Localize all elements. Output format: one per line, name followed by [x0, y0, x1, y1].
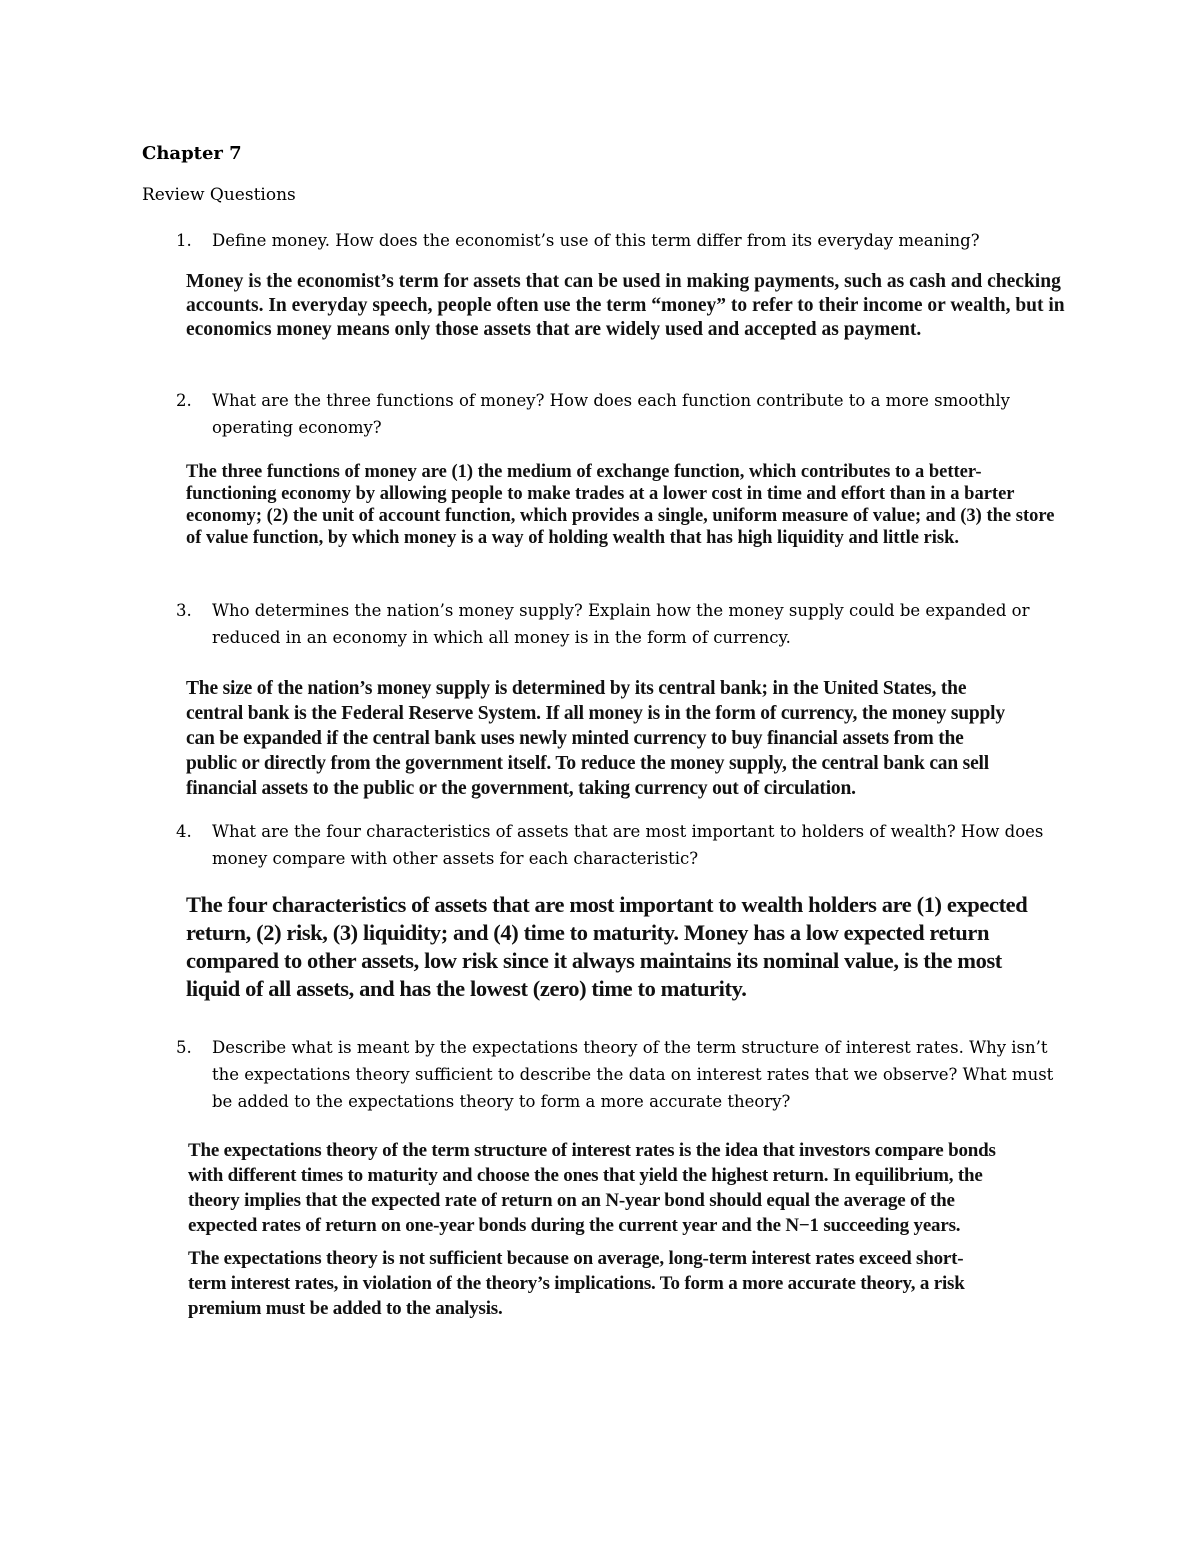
question-4	[176, 818, 1060, 872]
question-text: What are the three functions of money? How does each function contribute to a more smoothly operating economy?	[212, 391, 1010, 437]
answer-3: The size of the nation’s money supply is determined by its central bank; in the United States, the central bank is the Federal Reserve System. If all money is in the form of currency, the money supply can be expanded if the central bank uses newly minted currency to buy financial assets from the public or directly from the government itself. To reduce the money supply, the central bank can sell financial assets to the public or the government, taking currency out of circulation.	[186, 678, 1005, 799]
question-2	[176, 387, 1060, 441]
question-number: 4.	[176, 822, 192, 841]
question-text: Define money. How does the economist’s use of this term differ from its everyday meaning?	[212, 231, 980, 250]
question-number: 3.	[176, 601, 192, 620]
answer-5-part-2: The expectations theory is not sufficient because on average, long-term interest rates exceed short-term interest rates, in violation of the theory’s implications. To form a more accurate theory, a risk premium must be added to the analysis.	[188, 1248, 965, 1319]
answer-1: Money is the economist’s term for assets that can be used in making payments, such as cash and checking accounts. In everyday speech, people often use the term “money” to refer to their income or wealth, but in economics money means only those assets that are widely used and accepted as payment.	[186, 271, 1065, 340]
question-1	[176, 227, 1060, 254]
question-text: Describe what is meant by the expectations theory of the term structure of interest rates. Why isn’t the expectations theory sufficient to describe the data on interest rates that we observe? What must be added to the expectations theory to form a more accurate theory?	[212, 1038, 1054, 1111]
question-number: 5.	[176, 1038, 192, 1057]
question-number: 1.	[176, 231, 192, 250]
question-3	[176, 597, 1060, 651]
question-text: What are the four characteristics of assets that are most important to holders of wealth? How does money compare with other assets for each characteristic?	[212, 822, 1044, 868]
question-5	[176, 1034, 1060, 1115]
section-subtitle: Review Questions	[142, 185, 296, 205]
question-text: Who determines the nation’s money supply? Explain how the money supply could be expanded or reduced in an economy in which all money is in the form of currency.	[212, 601, 1030, 647]
answer-5-part-1: The expectations theory of the term structure of interest rates is the idea that investors compare bonds with different times to maturity and choose the ones that yield the highest return. In equilibrium, the theory implies that the expected rate of return on an N-year bond should equal the average of the expected rates of return on one-year bonds during the current year and the N−1 succeeding years.	[188, 1140, 996, 1236]
chapter-title: Chapter 7	[142, 143, 242, 164]
answer-2: The three functions of money are (1) the medium of exchange function, which contributes to a better-functioning economy by allowing people to make trades at a lower cost in time and effort than in a barter economy; (2) the unit of account function, which provides a single, uniform measure of value; and (3) the store of value function, by which money is a way of holding wealth that has high liquidity and little risk.	[186, 462, 1055, 548]
answer-4: The four characteristics of assets that are most important to wealth holders are (1) expected return, (2) risk, (3) liquidity; and (4) time to maturity. Money has a low expected return compared to other assets, low risk since it always maintains its nominal value, is the most liquid of all assets, and has the lowest (zero) time to maturity.	[186, 892, 1028, 1001]
question-number: 2.	[176, 391, 192, 410]
